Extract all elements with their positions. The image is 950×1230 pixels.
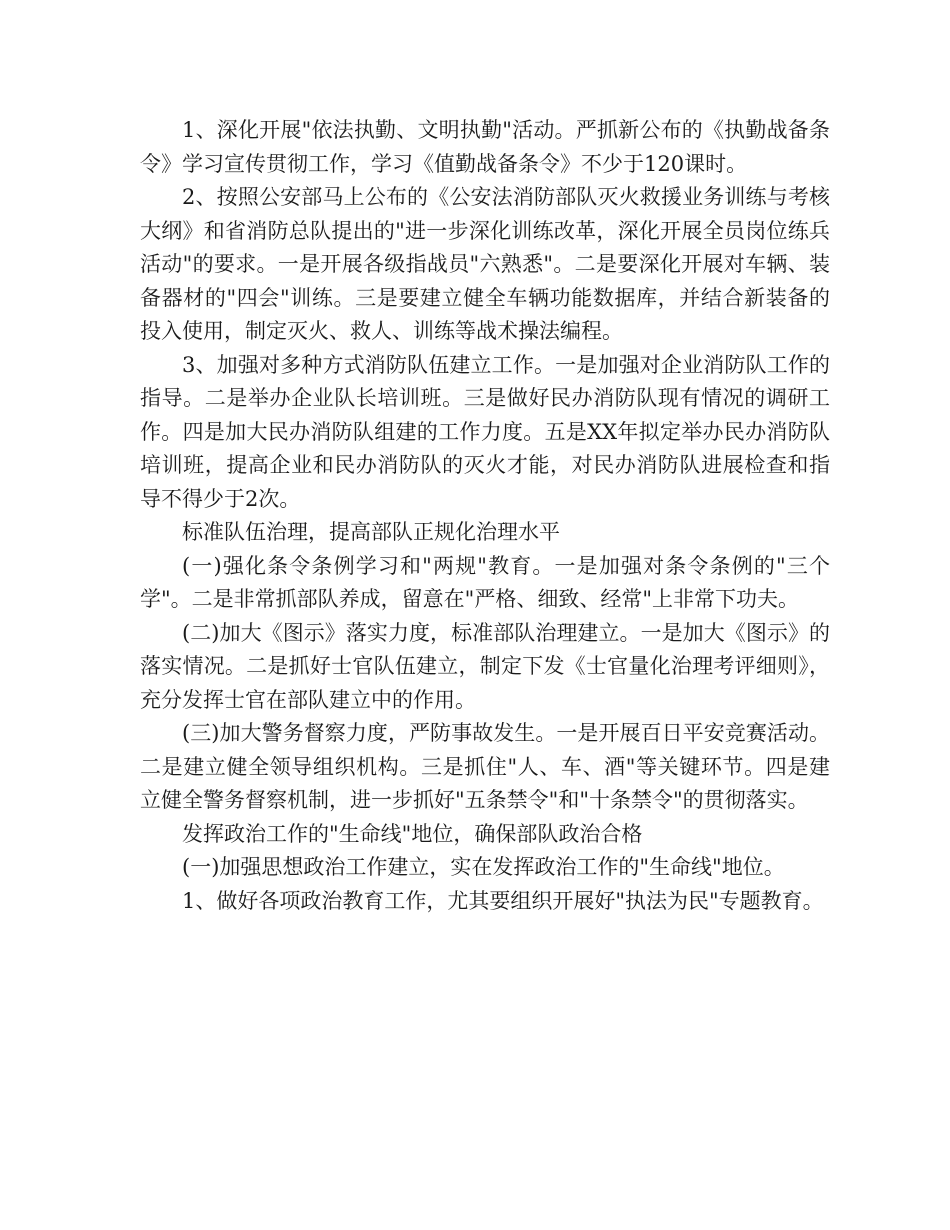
paragraph-2: 2、按照公安部马上公布的《公安法消防部队灭火救援业务训练与考核大纲》和省消防总队提出的"进一步深化训练改革，深化开展全员岗位练兵活动"的要求。一是开展各级指战员"六熟悉"。二是要深化开展对车辆、装备器材的"四会"训练。三是要建立健全车辆功能数据库，并结合新装备的投入使用，制定灭火、救人、训练等战术操法编程。 <box>140 185 830 343</box>
paragraph-4: (一)强化条令条例学习和"两规"教育。一是加强对条令条例的"三个学"。二是非常抓部队养成，留意在"严格、细致、经常"上非常下功夫。 <box>140 553 830 611</box>
paragraph-1: 1、深化开展"依法执勤、文明执勤"活动。严抓新公布的《执勤战备条令》学习宣传贯彻工作，学习《值勤战备条令》不少于120课时。 <box>140 118 830 176</box>
document-body <box>140 114 830 918</box>
paragraph-5: (二)加大《图示》落实力度，标准部队治理建立。一是加大《图示》的落实情况。二是抓好士官队伍建立，制定下发《士官量化治理考评细则》，充分发挥士官在部队建立中的作用。 <box>140 620 830 712</box>
paragraph-8: 1、做好各项政治教育工作，尤其要组织开展好"执法为民"专题教育。 <box>182 888 824 913</box>
paragraph-6: (三)加大警务督察力度，严防事故发生。一是开展百日平安竞赛活动。二是建立健全领导组织机构。三是抓住"人、车、酒"等关键环节。四是建立健全警务督察机制，进一步抓好"五条禁令"和"十条禁令"的贯彻落实。 <box>140 721 830 812</box>
paragraph-3: 3、加强对多种方式消防队伍建立工作。一是加强对企业消防队工作的指导。二是举办企业队长培训班。三是做好民办消防队现有情况的调研工作。四是加大民办消防队组建的工作力度。五是XX年拟定举办民办消防队培训班，提高企业和民办消防队的灭火才能，对民办消防队进展检查和指导不得少于2次。 <box>140 352 830 511</box>
paragraph-7: (一)加强思想政治工作建立，实在发挥政治工作的"生命线"地位。 <box>182 855 785 879</box>
section-heading-2: 发挥政治工作的"生命线"地位，确保部队政治合格 <box>182 821 643 846</box>
section-heading-1: 标准队伍治理，提高部队正规化治理水平 <box>182 520 560 544</box>
